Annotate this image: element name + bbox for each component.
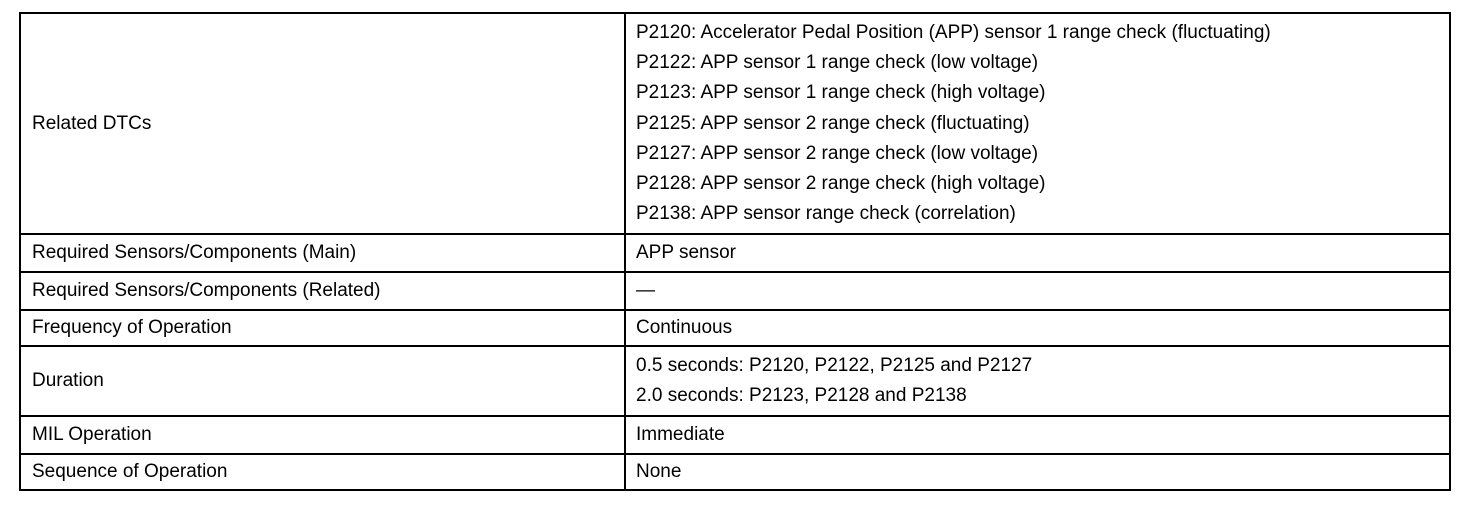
dtc-p2123: P2123: APP sensor 1 range check (high voltage) [636,82,1046,104]
dtc-p2138: P2138: APP sensor range check (correlation) [636,203,1016,225]
table-row-duration [20,346,1450,416]
row-label-duration: Duration [20,346,625,416]
table-row-sequence-of-operation [20,454,1450,490]
monitor-specification-table [19,12,1451,491]
row-label-required-sensors-related: Required Sensors/Components (Related) [20,272,625,310]
table-row-required-sensors-main [20,234,1450,272]
table-row-required-sensors-related [20,272,1450,310]
table-row-related-dtcs [20,13,1450,234]
row-value-sequence-of-operation: None [625,454,1450,490]
row-value-required-sensors-related: — [625,272,1450,310]
dtc-p2127: P2127: APP sensor 2 range check (low voltage) [636,142,1039,164]
duration-line-0-5-seconds: 0.5 seconds: P2120, P2122, P2125 and P2127 [636,355,1033,377]
row-label-sequence-of-operation: Sequence of Operation [20,454,625,490]
table-row-mil-operation [20,416,1450,454]
row-value-duration [625,346,1450,416]
row-value-required-sensors-main: APP sensor [625,234,1450,272]
table-row-frequency-of-operation [20,310,1450,346]
row-label-frequency-of-operation: Frequency of Operation [20,310,625,346]
dtc-p2120: P2120: Accelerator Pedal Position (APP) sensor 1 range check (fluctuating) [636,22,1271,43]
dtc-p2128: P2128: APP sensor 2 range check (high voltage) [636,173,1046,195]
row-value-related-dtcs [625,13,1450,234]
dtc-p2125: P2125: APP sensor 2 range check (fluctuating) [636,112,1030,134]
row-label-related-dtcs: Related DTCs [20,13,625,234]
row-value-mil-operation: Immediate [625,416,1450,454]
row-label-mil-operation: MIL Operation [20,416,625,454]
duration-line-2-0-seconds: 2.0 seconds: P2123, P2128 and P2138 [636,385,967,407]
row-value-frequency-of-operation: Continuous [625,310,1450,346]
dtc-p2122: P2122: APP sensor 1 range check (low voltage) [636,52,1039,74]
row-label-required-sensors-main: Required Sensors/Components (Main) [20,234,625,272]
